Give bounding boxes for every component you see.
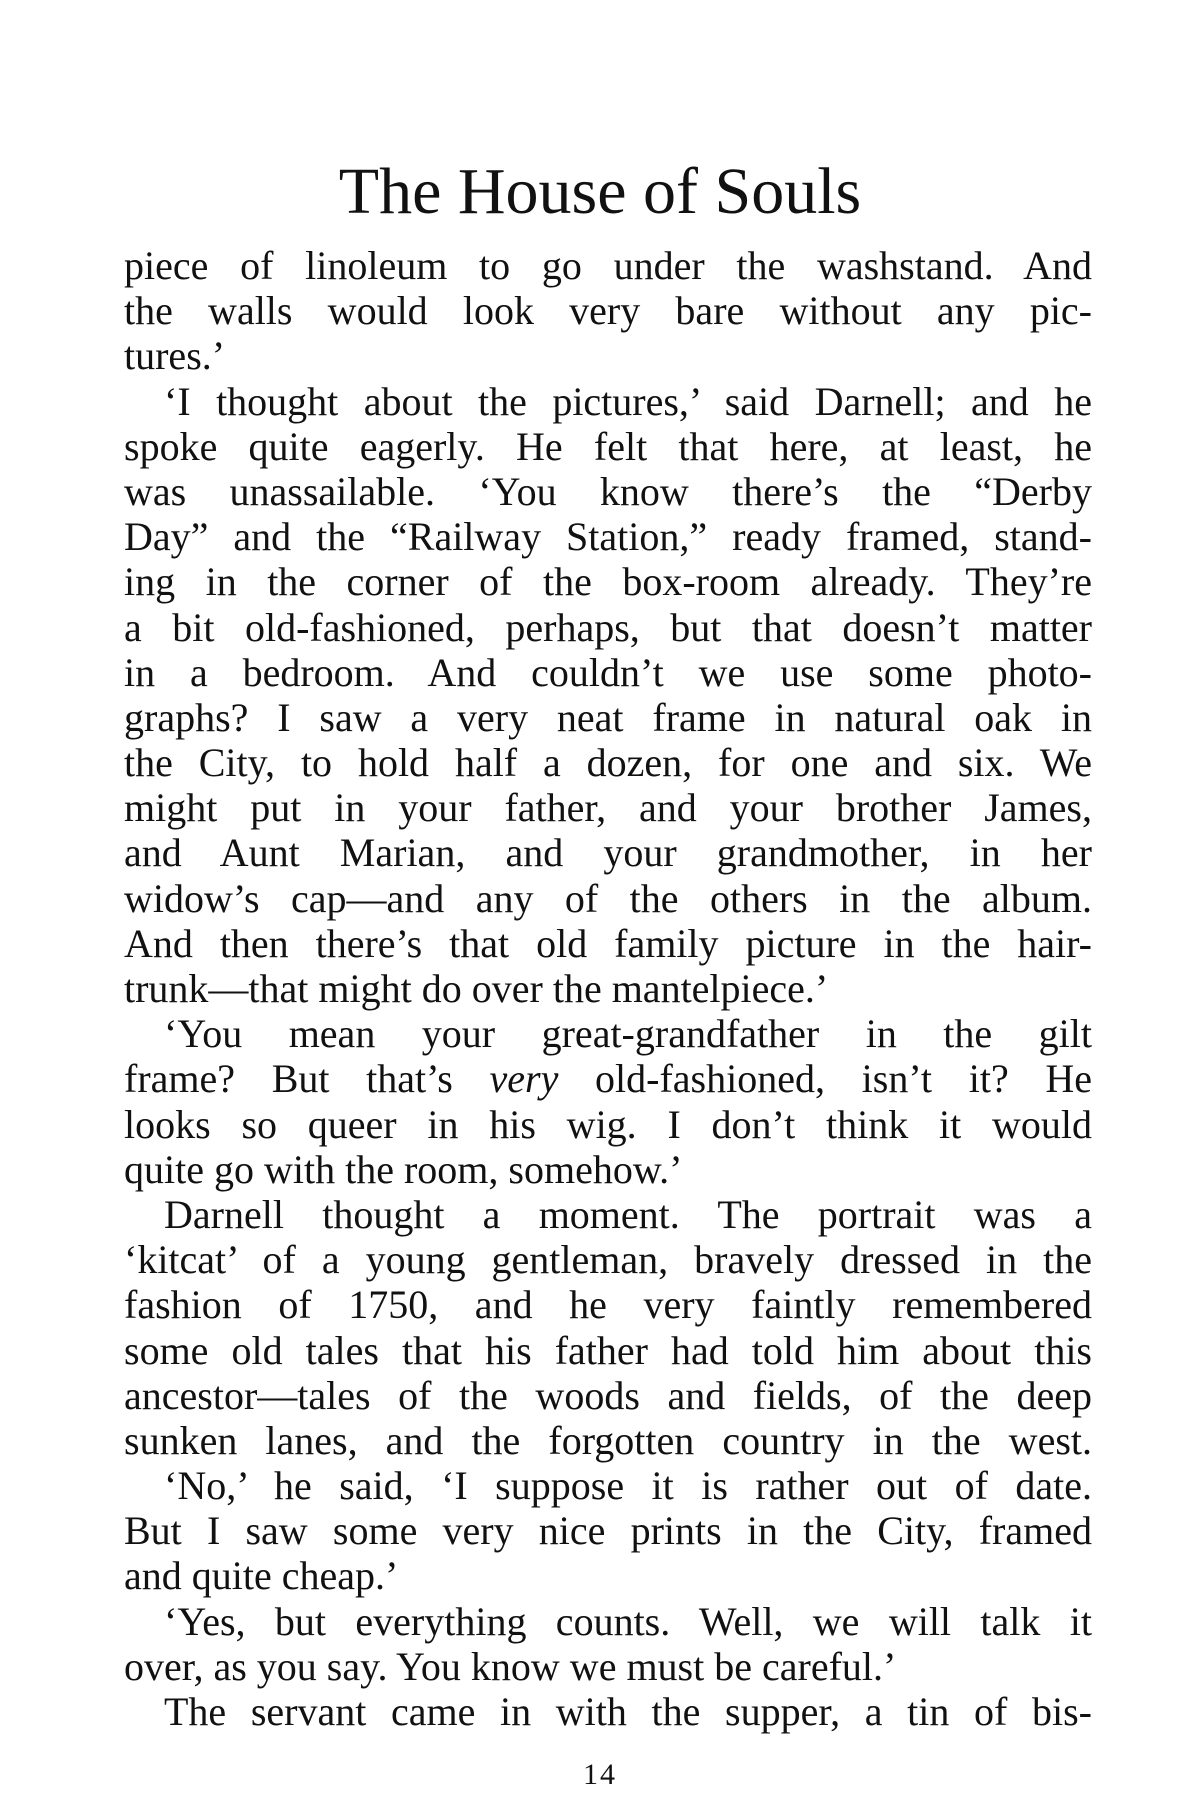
text-line: ‘kitcat’ of a young gentleman, bravely dressed in the [124,1237,1092,1283]
text-line: a bit old-fashioned, perhaps, but that doesn’t matter [124,604,1092,650]
text-line: ancestor—tales of the woods and fields, of the deep [124,1372,1092,1418]
text-line: trunk—that might do over the mantelpiece.’ [124,966,829,1011]
text-line: ‘I thought about the pictures,’ said Darnell; and he [164,378,1092,424]
text-line: the City, to hold half a dozen, for one and six. We [124,740,1092,786]
running-title: The House of Souls [338,155,862,228]
text-line: piece of linoleum to go under the washstand. And [124,243,1092,288]
italic-emphasis: very [489,1056,559,1102]
text-segment: old-fashioned, isn’t it? He [558,1056,1093,1102]
text-line: over, as you say. You know we must be careful.’ [124,1643,897,1689]
text-line: the walls would look very bare without any pic- [124,288,1092,334]
text-line: ‘You mean your great-grandfather in the gilt [164,1011,1092,1057]
text-line: was unassailable. ‘You know there’s the “Derby [124,468,1092,514]
text-line: Day” and the “Railway Station,” ready framed, stand- [124,514,1092,560]
text-line: some old tales that his father had told him about this [124,1327,1092,1373]
text-line: widow’s cap—and any of the others in the album. [124,875,1092,921]
text-line: ‘Yes, but everything counts. Well, we will talk it [164,1598,1092,1644]
text-line: Darnell thought a moment. The portrait was a [164,1191,1092,1237]
page-number: 14 [583,1758,617,1791]
body-text [124,243,1092,1734]
text-line: might put in your father, and your brother James, [124,785,1092,831]
text-line: tures.’ [124,333,226,379]
text-segment: frame? But that’s [124,1056,490,1102]
text-line: looks so queer in his wig. I don’t think it would [124,1101,1092,1147]
text-line: The servant came in with the supper, a tin of bis- [164,1689,1092,1734]
text-line [124,1056,1092,1101]
text-line: in a bedroom. And couldn’t we use some photo- [124,649,1092,695]
text-line: sunken lanes, and the forgotten country in the west. [124,1417,1092,1463]
text-line: and Aunt Marian, and your grandmother, in her [124,830,1092,876]
text-line: ing in the corner of the box-room already. They’re [124,559,1092,605]
text-line: graphs? I saw a very neat frame in natural oak in [124,694,1092,740]
text-line: fashion of 1750, and he very faintly remembered [124,1282,1092,1328]
text-line: spoke quite eagerly. He felt that here, at least, he [124,423,1092,469]
text-line: quite go with the room, somehow.’ [124,1146,683,1192]
text-line: and quite cheap.’ [124,1553,399,1599]
text-line: ‘No,’ he said, ‘I suppose it is rather out of date. [164,1463,1092,1509]
text-line: But I saw some very nice prints in the City, framed [124,1508,1092,1554]
text-line: And then there’s that old family picture in the hair- [124,920,1092,966]
